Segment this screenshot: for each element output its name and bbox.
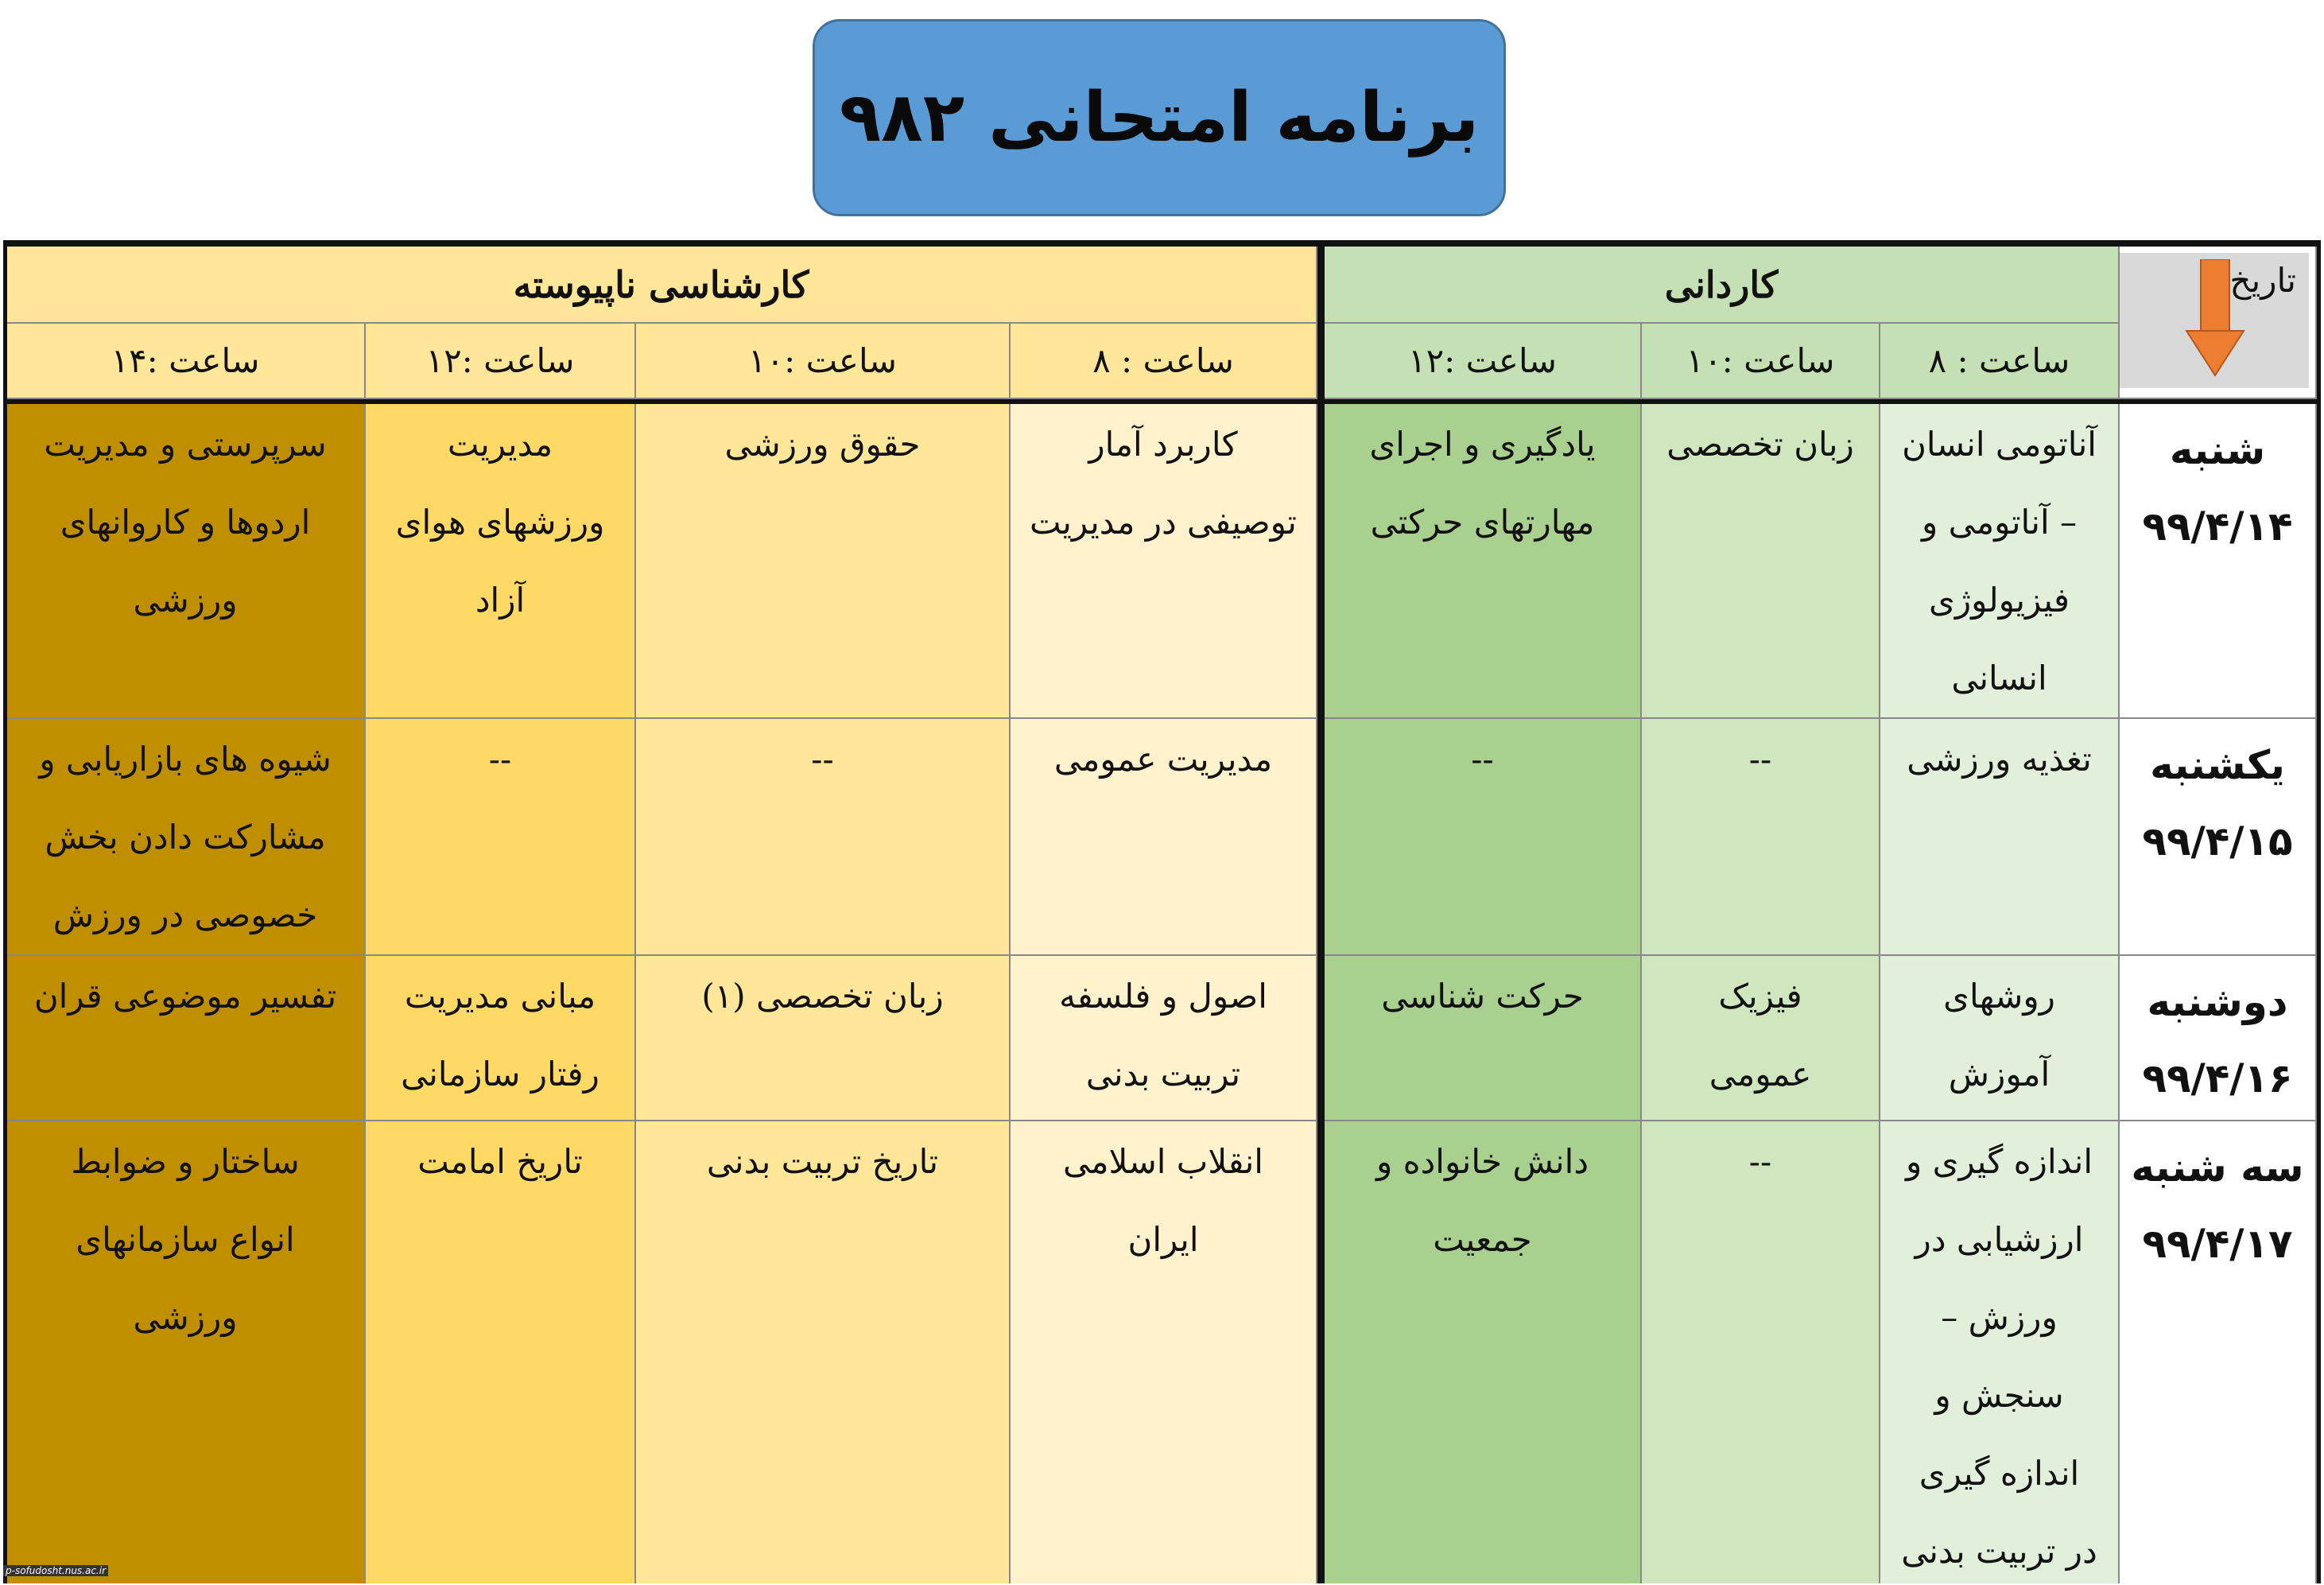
course-line: اندازه گیری و	[1905, 1142, 2093, 1181]
course-line: --	[1748, 740, 1772, 779]
course-cell	[1880, 1121, 2120, 1583]
course-line: --	[811, 740, 834, 779]
page-title: برنامه امتحانی ۹۸۲	[839, 78, 1480, 157]
course-line: حرکت شناسی	[1381, 977, 1584, 1016]
date-header	[2120, 247, 2317, 399]
course-line: رفتار سازمانی	[401, 1055, 599, 1094]
course-line: مدیریت عمومی	[1053, 740, 1273, 779]
course-line: شیوه های بازاریابی و	[39, 740, 332, 779]
course-line: روشهای	[1943, 977, 2055, 1016]
day-date: ۹۹/۴/۱۴	[2142, 503, 2293, 550]
course-cell	[1325, 956, 1642, 1121]
group-divider	[1317, 247, 1325, 1583]
course-line: ورزشی	[133, 581, 238, 620]
watermark: p-sofudosht.nus.ac.ir	[3, 1565, 108, 1576]
course-cell	[366, 719, 636, 956]
course-cell	[366, 1121, 636, 1583]
course-cell	[1880, 956, 2120, 1121]
course-line: اندازه گیری	[1919, 1454, 2080, 1493]
course-line: ارزشیابی در	[1915, 1220, 2084, 1259]
slot-karshenasi-12: ساعت :۱۲	[366, 324, 636, 399]
course-line: اصول و فلسفه	[1059, 977, 1267, 1016]
course-line: عمومی	[1709, 1055, 1812, 1094]
course-line: حقوق ورزشی	[724, 425, 921, 464]
course-line: خصوصی در ورزش	[52, 895, 318, 934]
course-line: جمعیت	[1433, 1220, 1532, 1259]
course-line: در تربیت بدنی	[1901, 1532, 2097, 1571]
course-line: تربیت بدنی	[1085, 1055, 1241, 1094]
course-line: توصیفی در مدیریت	[1030, 503, 1297, 542]
course-line: سرپرستی و مدیریت	[44, 425, 327, 464]
slot-kardani-10: ساعت :۱۰	[1642, 324, 1880, 399]
course-line: انواع سازمانهای	[76, 1220, 295, 1259]
slot-karshenasi-10: ساعت :۱۰	[636, 324, 1011, 399]
title-banner	[813, 19, 1506, 216]
course-line: فیزیولوژی	[1929, 581, 2070, 620]
course-line: یادگیری و اجرای	[1369, 425, 1596, 464]
slot-karshenasi-14: ساعت :۱۴	[6, 324, 366, 399]
course-cell	[1642, 956, 1880, 1121]
course-line: مشارکت دادن بخش	[45, 818, 326, 857]
course-line: --	[488, 740, 512, 779]
course-cell	[6, 1121, 366, 1583]
course-cell	[6, 719, 366, 956]
course-line: ورزشی	[133, 1298, 238, 1337]
course-cell	[366, 404, 636, 719]
course-cell	[6, 956, 366, 1121]
course-cell	[636, 956, 1011, 1121]
course-line: انقلاب اسلامی	[1063, 1142, 1263, 1181]
course-line: مبانی مدیریت	[404, 977, 596, 1016]
course-line: ورزشهای هوای	[395, 503, 605, 542]
day-cell	[2120, 404, 2317, 719]
day-name: دوشنبه	[2147, 979, 2288, 1025]
course-line: انسانی	[1951, 658, 2047, 697]
course-line: --	[1748, 1142, 1772, 1181]
day-name: شنبه	[2169, 427, 2266, 473]
course-cell	[1011, 719, 1317, 956]
day-cell	[2120, 956, 2317, 1121]
course-line: آزاد	[475, 581, 526, 620]
day-cell	[2120, 719, 2317, 956]
course-cell	[636, 1121, 1011, 1583]
course-line: تغذیه ورزشی	[1907, 740, 2092, 779]
course-line: آناتومی انسان	[1902, 425, 2097, 464]
slot-kardani-12: ساعت :۱۲	[1325, 324, 1642, 399]
day-name: سه شنبه	[2131, 1144, 2304, 1191]
course-line: --	[1471, 740, 1494, 779]
course-line: ساختار و ضوابط	[71, 1142, 300, 1181]
day-date: ۹۹/۴/۱۶	[2142, 1055, 2293, 1101]
day-date: ۹۹/۴/۱۷	[2142, 1221, 2293, 1267]
course-cell	[1880, 719, 2120, 956]
course-cell	[1011, 956, 1317, 1121]
date-label: تاریخ	[2229, 261, 2296, 300]
course-cell	[1642, 404, 1880, 719]
course-line: اردوها و کاروانهای	[60, 503, 311, 542]
course-cell	[1011, 1121, 1317, 1583]
course-line: زبان تخصصی (۱)	[701, 977, 944, 1016]
course-cell	[1642, 1121, 1880, 1583]
course-cell	[636, 404, 1011, 719]
course-cell	[6, 404, 366, 719]
course-cell	[1325, 719, 1642, 956]
day-name: یکشنبه	[2150, 742, 2285, 788]
arrow-down-icon	[2183, 259, 2247, 379]
course-line: ورزش –	[1941, 1298, 2058, 1337]
course-cell	[1642, 719, 1880, 956]
header-divider	[7, 399, 2317, 404]
course-line: آموزش	[1948, 1055, 2050, 1094]
course-line: دانش خانواده و	[1375, 1142, 1589, 1181]
course-line: ایران	[1127, 1220, 1199, 1259]
course-cell	[1325, 404, 1642, 719]
course-cell	[1011, 404, 1317, 719]
course-line: زبان تخصصی	[1666, 425, 1854, 464]
course-cell	[1880, 404, 2120, 719]
karshenasi-header: کارشناسی ناپیوسته	[6, 247, 1317, 324]
course-line: سنجش و	[1934, 1376, 2064, 1415]
slot-kardani-8: ساعت : ۸	[1880, 324, 2120, 399]
course-line: فیزیک	[1718, 977, 1802, 1016]
course-line: تفسیر موضوعی قران	[33, 977, 337, 1016]
course-cell	[636, 719, 1011, 956]
day-date: ۹۹/۴/۱۵	[2142, 818, 2293, 864]
course-line: – آناتومی و	[1921, 503, 2078, 542]
course-line: کاربرد آمار	[1088, 425, 1238, 464]
kardani-header: کاردانی	[1325, 247, 2120, 324]
course-line: مهارتهای حرکتی	[1370, 503, 1595, 542]
course-cell	[1325, 1121, 1642, 1583]
slot-karshenasi-8: ساعت : ۸	[1011, 324, 1317, 399]
day-cell	[2120, 1121, 2317, 1583]
course-line: تاریخ امامت	[417, 1142, 583, 1181]
course-line: تاریخ تربیت بدنی	[706, 1142, 939, 1181]
exam-schedule-table	[3, 240, 2321, 1583]
course-cell	[366, 956, 636, 1121]
course-line: مدیریت	[447, 425, 553, 464]
